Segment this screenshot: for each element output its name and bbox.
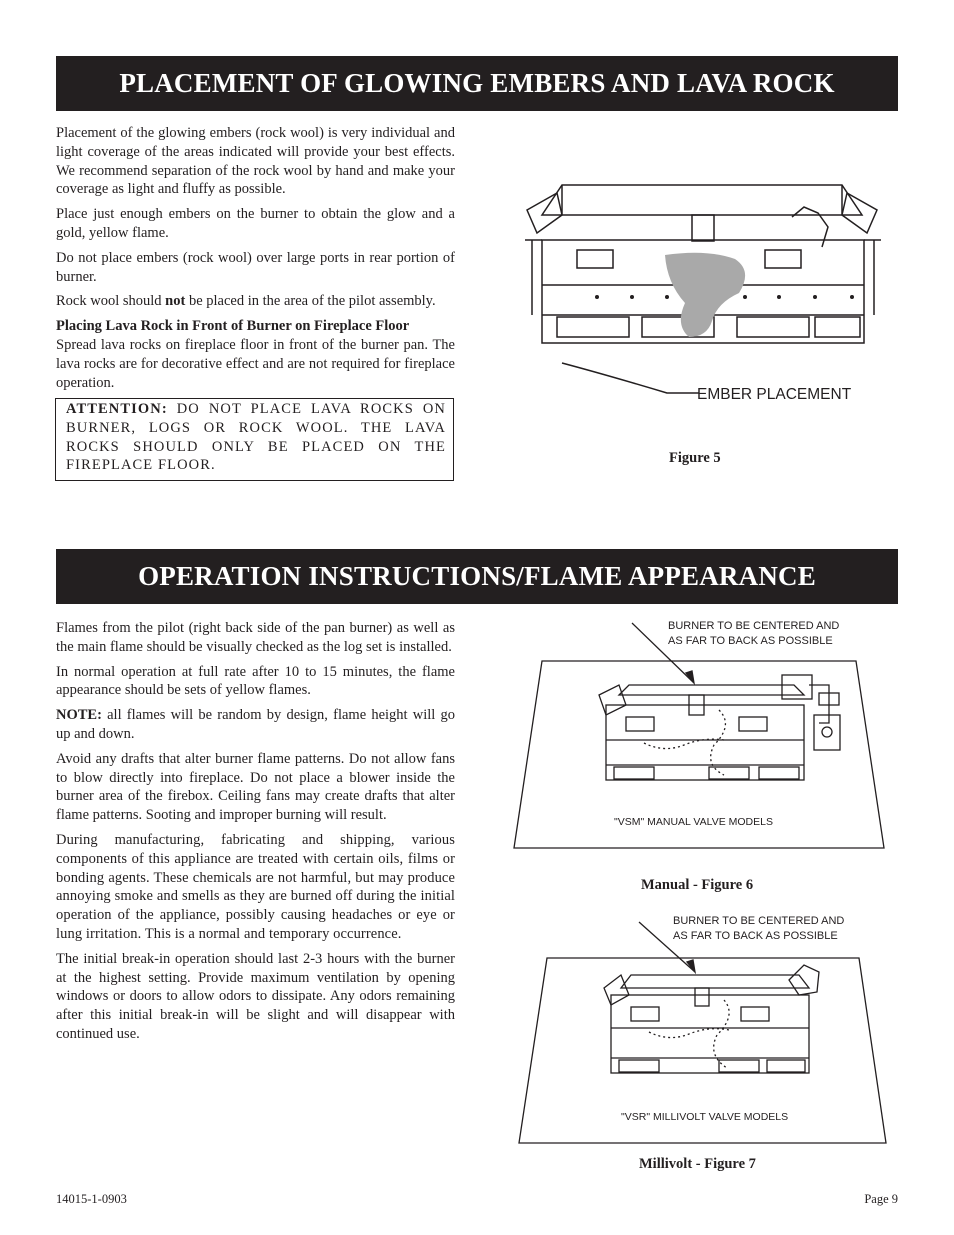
callout-line-1: BURNER TO BE CENTERED AND	[673, 915, 845, 927]
lava-rock-heading: Placing Lava Rock in Front of Burner on Fireplace Floor	[56, 318, 410, 335]
vsm-manual-valve-diagram	[514, 615, 884, 855]
paragraph: The initial break-in operation should last 2-3 hours with the burner at the highest setting. Provide maximum ventilation by opening windows or doors to allow odors to dissipate. Any odors remaining after this initial break-in will be slight and will disappear with continued use.	[56, 950, 455, 1042]
model-label: "VSR" MILLIVOLT VALVE MODELS	[621, 1111, 789, 1123]
paragraph: Do not place embers (rock wool) over large ports in rear portion of burner.	[56, 249, 455, 285]
model-label: "VSM" MANUAL VALVE MODELS	[614, 816, 773, 828]
section-title-operation: OPERATION INSTRUCTIONS/FLAME APPEARANCE	[56, 549, 898, 604]
vsr-millivolt-valve-diagram	[519, 910, 887, 1146]
document-number: 14015-1-0903	[56, 1192, 127, 1206]
callout-line-2: AS FAR TO BACK AS POSSIBLE	[673, 930, 838, 942]
lava-rock-paragraph: Spread lava rocks on fireplace floor in front of the burner pan. The lava rocks are for decorative effect and are not required for fireplace operation.	[56, 336, 455, 391]
callout-line-2: AS FAR TO BACK AS POSSIBLE	[668, 635, 833, 647]
section-title-embers: PLACEMENT OF GLOWING EMBERS AND LAVA ROCK	[56, 56, 898, 111]
figure-7-caption: Millivolt - Figure 7	[639, 1156, 756, 1172]
paragraph: In normal operation at full rate after 10 to 15 minutes, the flame appearance should be sets of yellow flames.	[56, 663, 455, 699]
rock-wool-paragraph: Rock wool should not be placed in the area of the pilot assembly.	[56, 293, 436, 310]
operation-text-column	[56, 619, 455, 1050]
paragraph: Place just enough embers on the burner to obtain the glow and a gold, yellow flame.	[56, 206, 455, 241]
callout-line-1: BURNER TO BE CENTERED AND	[668, 620, 840, 632]
paragraph: Avoid any drafts that alter burner flame patterns. Do not allow fans to blow directly into fireplace. Do not place a blower inside the burner area of the firebox. Ceiling fans may create drafts that alter flame patterns. Sooting and improper burning will result.	[56, 750, 455, 824]
note-paragraph: NOTE: all flames will be random by design, flame height will go up and down.	[56, 707, 455, 742]
paragraph: Flames from the pilot (right back side of the pan burner) as well as the main flame should be visually checked as the log set is installed.	[56, 620, 455, 655]
figure-6-caption: Manual - Figure 6	[641, 877, 754, 893]
embers-text-column	[56, 124, 455, 398]
page-number: Page 9	[864, 1192, 898, 1206]
paragraph: Placement of the glowing embers (rock wool) is very individual and light coverage of the areas indicated will provide your best effects. We recommend separation of the rock wool by hand and make your coverage as light and fluffy as possible.	[56, 125, 455, 198]
figure-5-caption: Figure 5	[669, 450, 721, 466]
ember-placement-label: EMBER PLACEMENT	[697, 386, 852, 403]
paragraph: During manufacturing, fabricating and shipping, various components of this appliance are treated with certain oils, films or bonding agents. These chemicals are not harmful, but may produce annoying smoke and smells as they are burned off during the initial operation of the appliance, possibly causing headaches or eye or lung irritation. This is a normal and temporary occurrence.	[56, 831, 455, 942]
attention-box: ATTENTION: DO NOT PLACE LAVA ROCKS ON BURNER, LOGS OR ROCK WOOL. THE LAVA ROCKS SHOULD ONLY BE PLACED ON THE FIREPLACE FLOOR.	[55, 398, 454, 481]
ember-placement-diagram	[517, 175, 887, 410]
